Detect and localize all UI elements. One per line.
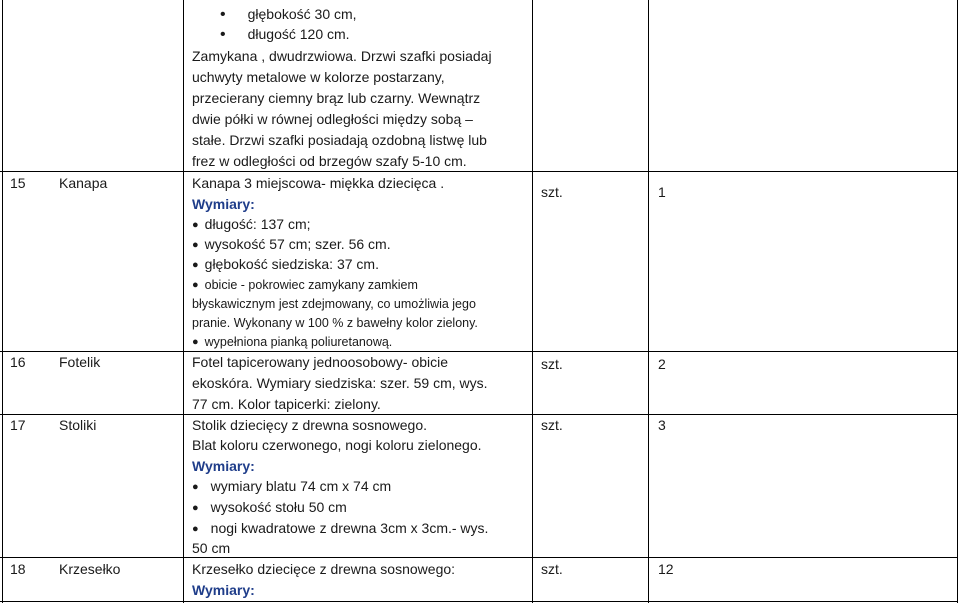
table-divider-col1	[183, 0, 184, 603]
item-name: Fotelik	[59, 354, 101, 370]
bullet-glebokosc: • głębokość 30 cm,	[220, 4, 357, 25]
item-title: Kanapa 3 miejscowa- miękka dziecięca .	[192, 175, 445, 191]
row-divider-16	[0, 351, 958, 352]
desc-line: Blat koloru czerwonego, nogi koloru zielonego.	[192, 437, 482, 453]
spec-cont: błyskawicznym jest zdejmowany, co umożliwia jego	[192, 297, 476, 311]
table-divider-col2	[532, 0, 533, 603]
wymiary-label: Wymiary:	[192, 196, 255, 212]
desc-line: ekoskóra. Wymiary siedziska: szer. 59 cm, wys.	[192, 375, 488, 391]
row-divider-18	[0, 557, 958, 558]
quantity: 12	[658, 561, 674, 577]
unit: szt.	[541, 356, 563, 372]
unit: szt.	[541, 561, 563, 577]
desc-line: stałe. Drzwi szafki posiadają ozdobną listwę lub	[192, 132, 487, 148]
item-name: Stoliki	[59, 417, 97, 433]
desc-line: Krzesełko dziecięce z drewna sosnowego:	[192, 561, 456, 577]
row-number: 17	[10, 417, 26, 433]
spec-item: ● wymiary blatu 74 cm x 74 cm	[192, 476, 391, 498]
table-divider-col3	[648, 0, 649, 603]
row-number: 15	[10, 175, 26, 191]
unit: szt.	[541, 417, 563, 433]
desc-line: przecierany ciemny brąz lub czarny. Wewnątrz	[192, 90, 481, 106]
bullet-dlugosc: • długość 120 cm.	[220, 24, 350, 45]
spec-item: ● nogi kwadratowe z drewna 3cm x 3cm.- wys.	[192, 518, 488, 540]
wymiary-label: Wymiary:	[192, 582, 255, 598]
item-name: Kanapa	[59, 175, 108, 191]
row-number: 16	[10, 354, 26, 370]
unit: szt.	[541, 184, 563, 200]
row-divider-17	[0, 414, 958, 415]
table-border-left	[2, 0, 3, 603]
spec-cont: pranie. Wykonany w 100 % z bawełny kolor zielony.	[192, 316, 478, 330]
row-divider-15	[0, 171, 958, 172]
spec-item: ● wysokość 57 cm; szer. 56 cm.	[192, 234, 391, 256]
quantity: 1	[658, 184, 666, 200]
desc-line: uchwyty metalowe w kolorze postarzany,	[192, 69, 445, 85]
spec-item: ● wysokość stołu 50 cm	[192, 497, 347, 519]
desc-line: dwie półki w równej odległości między sobą –	[192, 111, 473, 127]
spec-item: ● długość: 137 cm;	[192, 214, 311, 236]
quantity: 2	[658, 356, 666, 372]
desc-line: 77 cm. Kolor tapicerki: zielony.	[192, 396, 381, 412]
row-number: 18	[10, 561, 26, 577]
quantity: 3	[658, 417, 666, 433]
item-name: Krzesełko	[59, 561, 121, 577]
wymiary-label: Wymiary:	[192, 458, 255, 474]
spec-item: ● obicie - pokrowiec zamykany zamkiem	[192, 275, 418, 296]
desc-line: Fotel tapicerowany jednoosobowy- obicie	[192, 354, 449, 370]
table-border-right	[957, 0, 958, 603]
desc-line: frez w odległości od brzegów szafy 5-10 cm.	[192, 153, 467, 169]
table-border-bottom	[0, 601, 958, 602]
spec-item: ● wypełniona pianką poliuretanową.	[192, 332, 392, 353]
desc-line: Zamykana , dwudrzwiowa. Drzwi szafki posiadaj	[192, 48, 492, 64]
spec-item: ● głębokość siedziska: 37 cm.	[192, 254, 379, 276]
spec-cont: 50 cm	[192, 540, 231, 556]
desc-line: Stolik dziecięcy z drewna sosnowego.	[192, 417, 428, 433]
